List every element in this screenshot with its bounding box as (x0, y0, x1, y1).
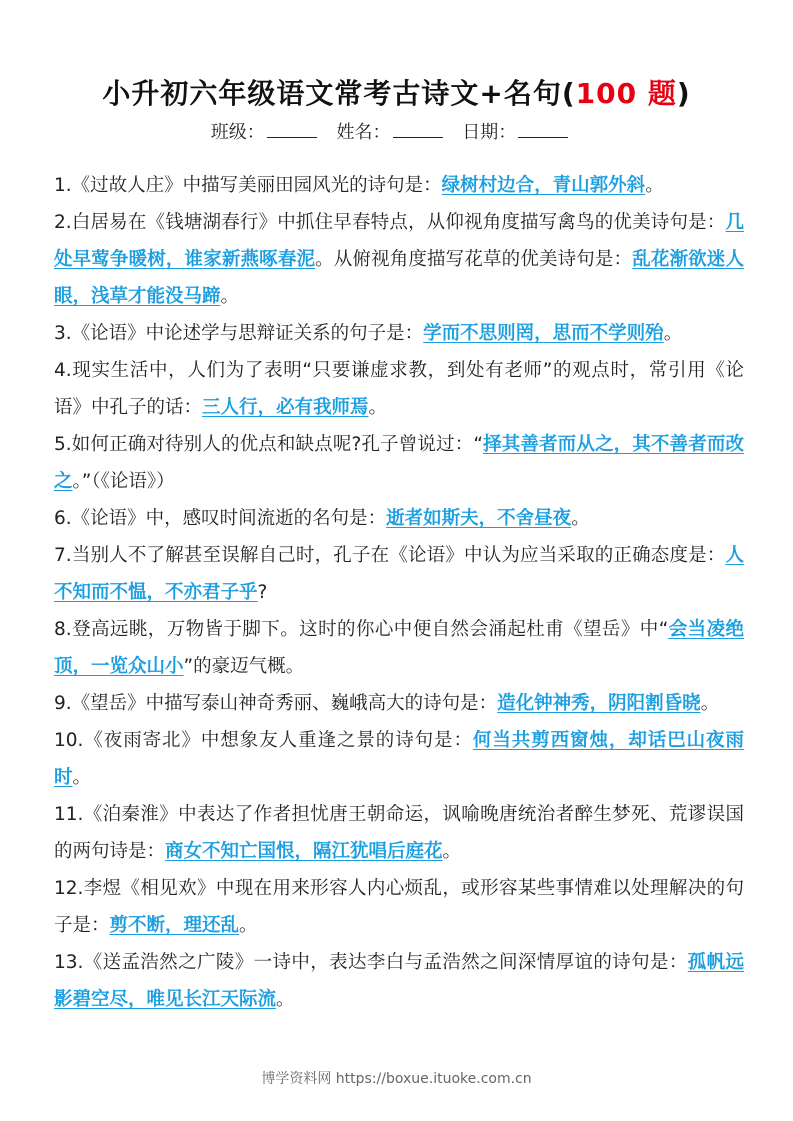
answer-text: 会当凌绝顶，一览众山小 (54, 619, 744, 677)
answer-text: 人不知而不愠，不亦君子乎 (54, 545, 744, 603)
date-label: 日期： (462, 122, 517, 143)
question-item: 7.当别人不了解甚至误解自己时，孔子在《论语》中认为应当采取的正确态度是：人不知而不愠，不亦君子乎? (54, 545, 744, 603)
question-item: 13.《送孟浩然之广陵》一诗中，表达李白与孟浩然之间深情厚谊的诗句是：孤帆远影碧空尽，唯见长江天际流。 (54, 952, 744, 1010)
answer-text: 几处早莺争暖树，谁家新燕啄春泥 (54, 212, 744, 270)
question-item: 4.现实生活中，人们为了表明“只要谦虚求教，到处有老师”的观点时，常引用《论语》中孔子的话：三人行，必有我师焉。 (54, 360, 744, 418)
answer-text: 剪不断，理还乱 (109, 915, 240, 936)
question-item: 6.《论语》中，感叹时间流逝的名句是：逝者如斯夫，不舍昼夜。 (54, 508, 590, 529)
question-item: 8.登高远眺，万物皆于脚下。这时的你心中便自然会涌起杜甫《望岳》中“会当凌绝顶，一览众山小”的豪迈气概。 (54, 619, 744, 677)
footer-watermark: 博学资料网 https://boxue.ituoke.com.cn (261, 1071, 532, 1087)
name-label: 姓名： (336, 122, 391, 143)
answer-text: 学而不思则罔，思而不学则殆 (423, 323, 664, 344)
question-item: 2.白居易在《钱塘湖春行》中抓住早春特点，从仰视角度描写禽鸟的优美诗句是：几处早莺争暖树，谁家新燕啄春泥。从俯视角度描写花草的优美诗句是：乱花渐欲迷人眼，浅草才能没马蹄。 (54, 212, 744, 307)
class-label: 班级： (210, 122, 265, 143)
student-info-row (0, 118, 793, 144)
question-item: 5.如何正确对待别人的优点和缺点呢?孔子曾说过：“择其善者而从之，其不善者而改之。”（《论语》） (54, 434, 744, 492)
answer-text: 造化钟神秀，阴阳割昏晓 (497, 693, 701, 714)
question-item: 1.《过故人庄》中描写美丽田园风光的诗句是：绿树村边合，青山郭外斜。 (54, 175, 664, 196)
answer-text: 逝者如斯夫，不舍昼夜 (386, 508, 572, 529)
question-list (54, 167, 744, 1018)
page-title: 小升初六年级语文常考古诗文+名句(100 题) (102, 77, 691, 110)
answer-text: 三人行，必有我师焉 (202, 397, 369, 418)
answer-text: 择其善者而从之，其不善者而改之 (54, 434, 744, 492)
answer-text: 孤帆远影碧空尽，唯见长江天际流 (54, 952, 744, 1010)
answer-text: 绿树村边合，青山郭外斜 (441, 175, 646, 196)
answer-text: 乱花渐欲迷人眼，浅草才能没马蹄 (54, 249, 744, 307)
question-item: 3.《论语》中论述学与思辩证关系的句子是：学而不思则罔，思而不学则殆。 (54, 323, 683, 344)
answer-text: 商女不知亡国恨，隔江犹唱后庭花 (165, 841, 443, 862)
name-field[interactable] (393, 121, 443, 138)
question-count: 100 题 (575, 77, 677, 110)
question-item: 10.《夜雨寄北》中想象友人重逢之景的诗句是：何当共剪西窗烛，却话巴山夜雨时。 (54, 730, 744, 788)
answer-text: 何当共剪西窗烛，却话巴山夜雨时 (54, 730, 744, 788)
question-item: 11.《泊秦淮》中表达了作者担忧唐王朝命运，讽喻晚唐统治者醉生梦死、荒谬误国的两句诗是：商女不知亡国恨，隔江犹唱后庭花。 (54, 804, 744, 862)
date-field[interactable] (518, 121, 568, 138)
question-item: 9.《望岳》中描写泰山神奇秀丽、巍峨高大的诗句是：造化钟神秀，阴阳割昏晓。 (54, 693, 720, 714)
question-item: 12.李煜《相见欢》中现在用来形容人内心烦乱，或形容某些事情难以处理解决的句子是：剪不断，理还乱。 (54, 878, 744, 936)
class-field[interactable] (267, 121, 317, 138)
